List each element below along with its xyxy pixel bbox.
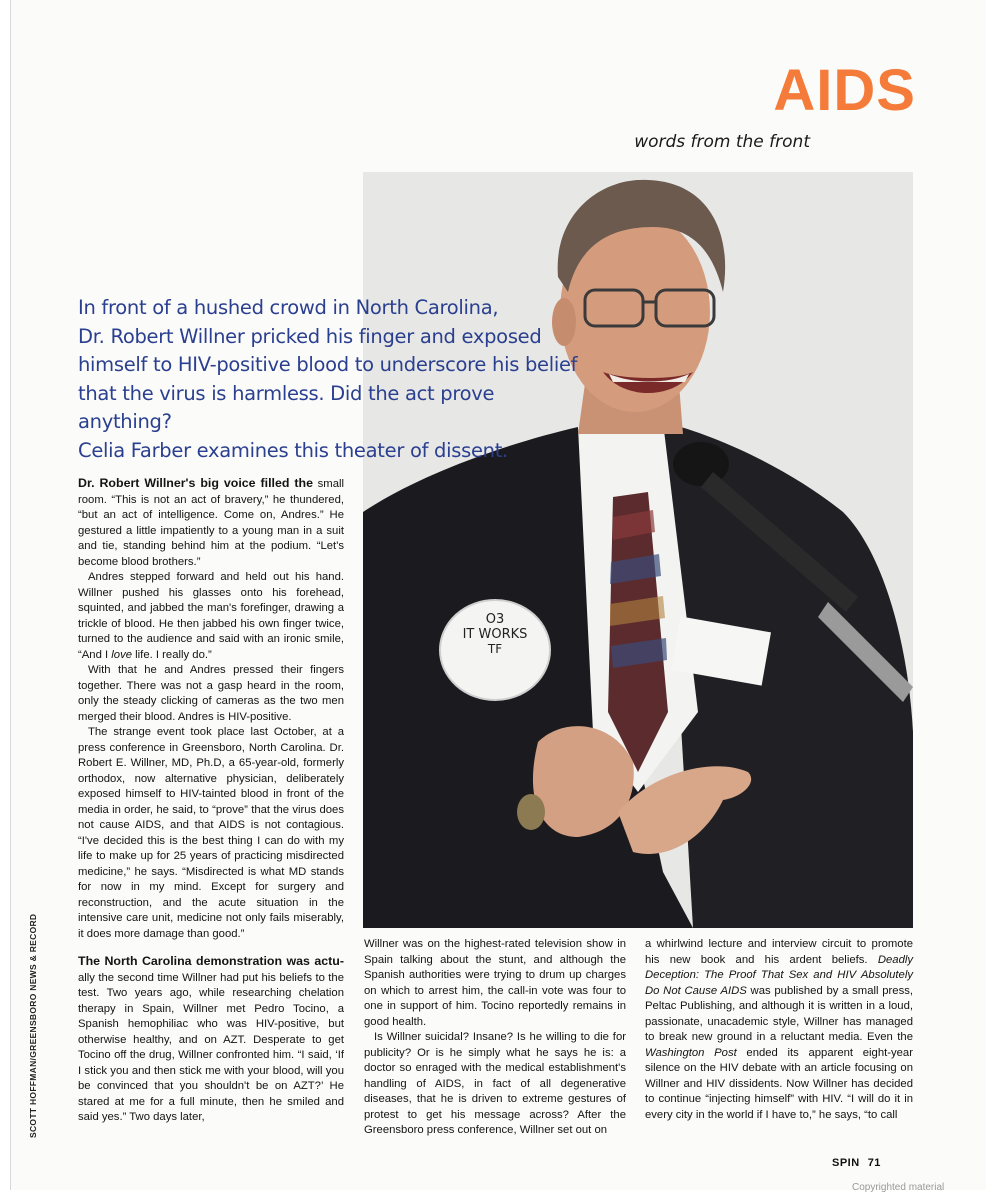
deck-line: Celia Farber examines this theater of dissent.: [78, 438, 508, 462]
copyright-watermark: Copyrighted material: [852, 1182, 945, 1193]
badge-text-line: TF: [487, 642, 503, 656]
paragraph: With that he and Andres pressed their fingers together. There was not a gasp heard in the room, only the steady clicking of cameras as the two men merged their blood. Andres is HIV-positive.: [78, 664, 344, 723]
paragraph: [78, 954, 344, 1126]
magazine-name: SPIN: [832, 1157, 860, 1169]
section-subtitle: words from the front: [634, 132, 810, 152]
paragraph: Is Willner suicidal? Insane? Is he willing to die for publicity? Or is he simply what he says he is: a doctor so enraged with the medical establishment's handling of AIDS, in fact of all degenerative diseases, that he is driven to extreme gestures of protest to get his message across? After the Greensboro press conference, Willner set out on: [364, 1031, 626, 1136]
page-number: 71: [867, 1157, 881, 1169]
paragraph-text: small room. “This is not an act of bravery,” he thundered, “but an act of intelligence. Come on, Andres.” He gestured a little impatiently to a young man in a suit and tie, standing behind him at the podium. “Let's become blood brothers.”: [78, 478, 345, 568]
article-deck: [78, 294, 578, 465]
lead-in: Dr. Robert Willner's big voice filled the: [78, 476, 313, 490]
book-title: Deadly Deception: The Proof That Sex and HIV Absolutely Do Not Cause AIDS: [645, 953, 914, 997]
paragraph: [78, 570, 344, 663]
photo-credit: SCOTT HOFFMAN/GREENSBORO NEWS & RECORD: [28, 913, 38, 1138]
paragraph-text: ally the second time Willner had put his beliefs to the test. Two years ago, while researching chelation therapy in Spain, Willner met Pedro Tocino, a Spanish hemophiliac who was HIV-positive, but otherwise healthy, and on AZT. Desperate to get Tocino off the drug, Willner confronted him. “I said, ‘If I stick you and then stick me with your blood, will you be convinced that you shouldn't be on AZT?’ He stared at me for a full minute, then he smiled and said yes.” Two days later,: [78, 971, 344, 1123]
paragraph-text: was published by a small press, Peltac Publishing, and although it is written in a loud, passionate, unacademic style, Willner has managed to break new ground in a reluctant media. Even the: [645, 984, 914, 1043]
section-title: AIDS: [773, 58, 916, 123]
photo-illustration: [363, 172, 913, 928]
badge-text-line: O3: [485, 612, 505, 627]
deck-line: Dr. Robert Willner pricked his finger and exposed: [78, 324, 542, 348]
paragraph: Willner was on the highest-rated television show in Spain talking about the stunt, and although the Spanish authorities were trying to drum up charges on which to arrest him, the call-in vote was four to one in support of him. Tocino reportedly remains in good health.: [364, 938, 626, 1028]
deck-line: himself to HIV-positive blood to underscore his belief: [78, 353, 578, 376]
deck-line: that the virus is harmless. Did the act prove anything?: [78, 381, 495, 433]
paragraph: [645, 937, 913, 1123]
paragraph-text: Andres stepped forward and held out his hand. Willner pushed his glasses onto his forehead, squinted, and jabbed the man's forefinger, drawing a trickle of blood. He then jabbed his own finger twice, turned to the audience and said with an ironic smile, “And I: [78, 571, 344, 661]
lead-in: The North Carolina demonstration was actu-: [78, 954, 344, 968]
paragraph: The strange event took place last October, at a press conference in Greensboro, North Carolina. Dr. Robert E. Willner, MD, Ph.D, a 65-year-old, formerly orthodox, now alternative physician, deliberately exposed himself to HIV-tainted blood in front of the media in order, he said, to “prove” that the virus does not cause AIDS, and that AIDS is not contagious. “I've decided this is the best thing I can do with my life to make up for 25 years of practicing misdirected medicine,” he says. “Misdirected is what MD stands for now in my mind. Except for surgery and reconstruction, and the acute situation in the intensive care unit, medicine not only fails miserably, it does more damage than good.”: [78, 726, 344, 940]
deck-line: In front of a hushed crowd in North Carolina,: [78, 296, 499, 319]
newspaper-title: Washington Post: [645, 1046, 737, 1059]
page-folio: [832, 1157, 881, 1169]
paragraph-text: ended its apparent eight-year silence on the HIV debate with an article focusing on Willner and HIV dissidents. Now Willner has decided to continue “injecting himself” with HIV. “I will do it in every city in the world if I have to,” he says, “to call: [645, 1046, 913, 1121]
paragraph-text: life. I really do.”: [132, 648, 212, 661]
article-column-1: [78, 476, 344, 1126]
paragraph-text: a whirlwind lecture and interview circuit to promote his new book and his ardent beliefs.: [645, 938, 913, 966]
badge-text-line: IT WORKS: [462, 627, 528, 642]
paragraph: [78, 476, 344, 570]
emphasis: love: [111, 648, 133, 661]
article-column-3: [645, 937, 913, 1123]
feature-photo: [363, 172, 913, 928]
article-column-2: [364, 937, 626, 1139]
